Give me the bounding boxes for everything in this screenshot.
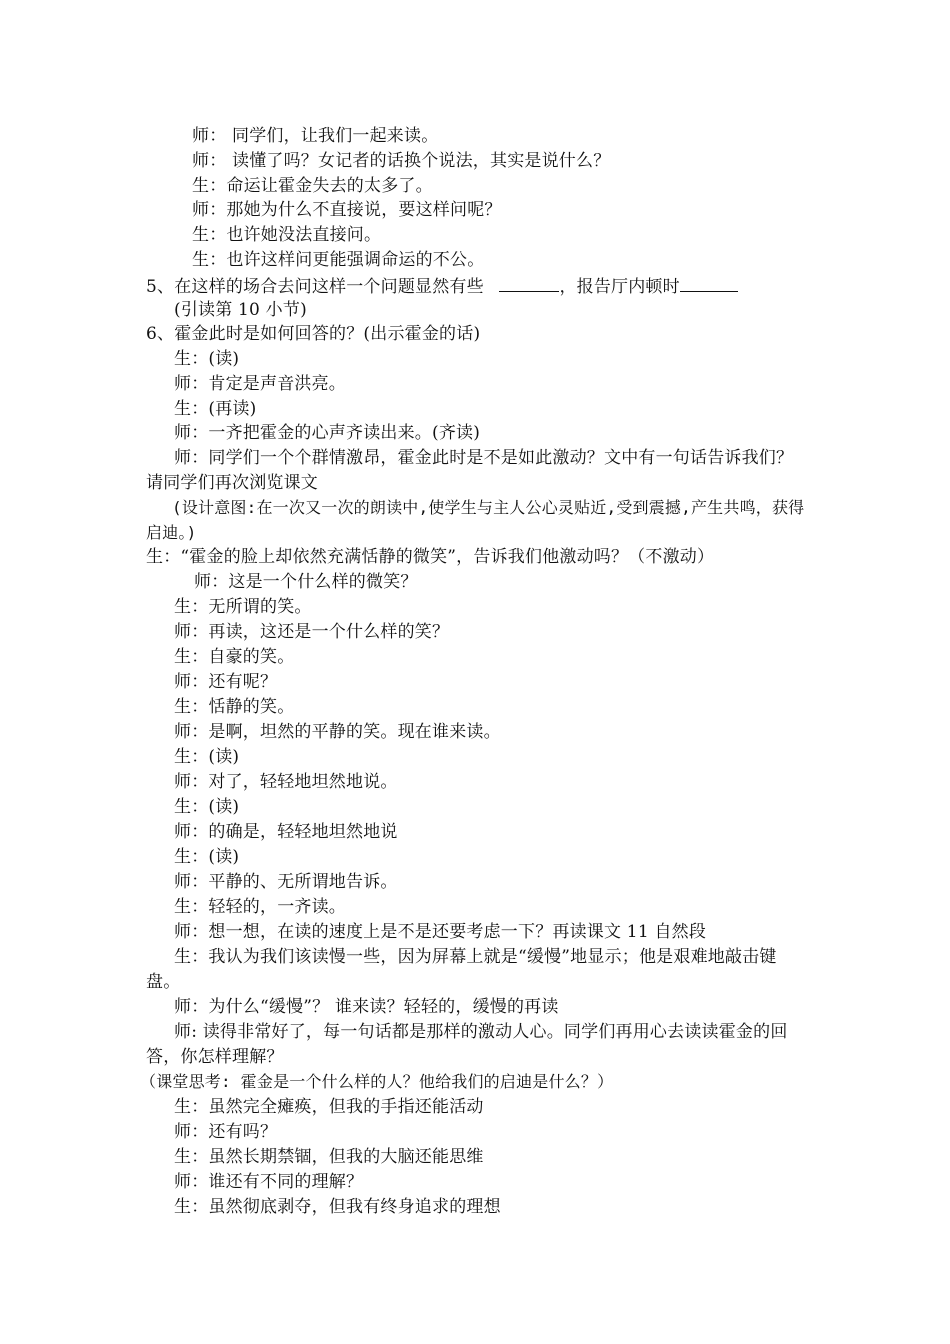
dialogue-paragraph-teacher: 师：同学们一个个群情激昂，霍金此时是不是如此激动？文中有一句话告诉我们？请同学们再次浏览课文 bbox=[146, 448, 794, 493]
dialogue-line-teacher: 师：再读，这还是一个什么样的笑？ bbox=[174, 622, 450, 642]
step-6-heading: 6、霍金此时是如何回答的？(出示霍金的话) bbox=[146, 324, 481, 344]
dialogue-line-teacher: 师：这是一个什么样的微笑？ bbox=[194, 572, 418, 592]
dialogue-line-teacher: 师：一齐把霍金的心声齐读出来。(齐读) bbox=[174, 423, 481, 443]
dialogue-line-teacher: 师：还有吗？ bbox=[174, 1122, 278, 1142]
dialogue-line-teacher: 师： 读懂了吗？女记者的话换个说法，其实是说什么？ bbox=[192, 151, 611, 171]
step-5-note: (引读第 10 小节) bbox=[174, 300, 307, 320]
dialogue-line-student: 生：虽然完全瘫痪，但我的手指还能活动 bbox=[174, 1097, 484, 1117]
dialogue-line-student: 生：“霍金的脸上却依然充满恬静的微笑”，告诉我们他激动吗？（不激动） bbox=[146, 547, 715, 567]
dialogue-line-student: 生：(读) bbox=[174, 349, 240, 369]
dialogue-line-teacher: 师：对了，轻轻地坦然地说。 bbox=[174, 772, 398, 792]
dialogue-line-student: 生：轻轻的，一齐读。 bbox=[174, 897, 346, 917]
class-thinking-note: （课堂思考: 霍金是一个什么样的人？他给我们的启迪是什么？） bbox=[140, 1072, 614, 1091]
dialogue-line-student: 生：虽然长期禁锢，但我的大脑还能思维 bbox=[174, 1147, 484, 1167]
dialogue-line-student: 生：(读) bbox=[174, 797, 240, 817]
dialogue-line-student: 生：虽然彻底剥夺，但我有终身追求的理想 bbox=[174, 1197, 501, 1217]
dialogue-line-student: 生：(读) bbox=[174, 747, 240, 767]
dialogue-line-teacher: 师：还有呢？ bbox=[174, 672, 278, 692]
dialogue-line-student: 生：无所谓的笑。 bbox=[174, 597, 312, 617]
dialogue-line-student: 生：(读) bbox=[174, 847, 240, 867]
dialogue-line-teacher: 师：的确是，轻轻地坦然地说 bbox=[174, 822, 398, 842]
dialogue-line-student: 生：也许她没法直接问。 bbox=[192, 225, 382, 245]
dialogue-line-teacher: 师：谁还有不同的理解？ bbox=[174, 1172, 364, 1192]
design-intent-note: (设计意图:在一次又一次的朗读中,使学生与主人公心灵贴近,受到震撼,产生共鸣，获得启迪。) bbox=[146, 498, 805, 542]
dialogue-line-teacher: 师：为什么“缓慢”？ 谁来读？轻轻的，缓慢的再读 bbox=[174, 997, 559, 1017]
step-5-text-b: ，报告厅内顿时 bbox=[559, 277, 680, 297]
dialogue-line-student: 生：恬静的笑。 bbox=[174, 697, 295, 717]
fill-blank-1 bbox=[499, 273, 559, 292]
dialogue-line-teacher: 师：那她为什么不直接说，要这样问呢？ bbox=[192, 200, 502, 220]
dialogue-line-teacher: 师：是啊，坦然的平静的笑。现在谁来读。 bbox=[174, 722, 501, 742]
dialogue-line-teacher: 师： 同学们，让我们一起来读。 bbox=[192, 126, 439, 146]
dialogue-line-teacher: 师：平静的、无所谓地告诉。 bbox=[174, 872, 398, 892]
dialogue-line-student: 生：自豪的笑。 bbox=[174, 647, 295, 667]
step-5-heading bbox=[146, 273, 810, 300]
dialogue-line-student: 生：也许这样问更能强调命运的不公。 bbox=[192, 250, 485, 270]
step-5-text-a: 5、在这样的场合去问这样一个问题显然有些 bbox=[146, 277, 484, 297]
dialogue-line-teacher: 师：肯定是声音洪亮。 bbox=[174, 374, 346, 394]
dialogue-paragraph-student: 生：我认为我们该读慢一些，因为屏幕上就是“缓慢”地显示；他是艰难地敲击键盘。 bbox=[146, 947, 777, 992]
dialogue-line-student: 生：命运让霍金失去的太多了。 bbox=[192, 176, 433, 196]
fill-blank-2 bbox=[680, 273, 738, 292]
dialogue-line-student: 生：(再读) bbox=[174, 399, 257, 419]
dialogue-paragraph-teacher: 师: 读得非常好了，每一句话都是那样的激动人心。同学们再用心去读读霍金的回答，你怎样理解？ bbox=[146, 1022, 788, 1067]
dialogue-line-teacher: 师：想一想，在读的速度上是不是还要考虑一下？再读课文 11 自然段 bbox=[174, 922, 707, 942]
